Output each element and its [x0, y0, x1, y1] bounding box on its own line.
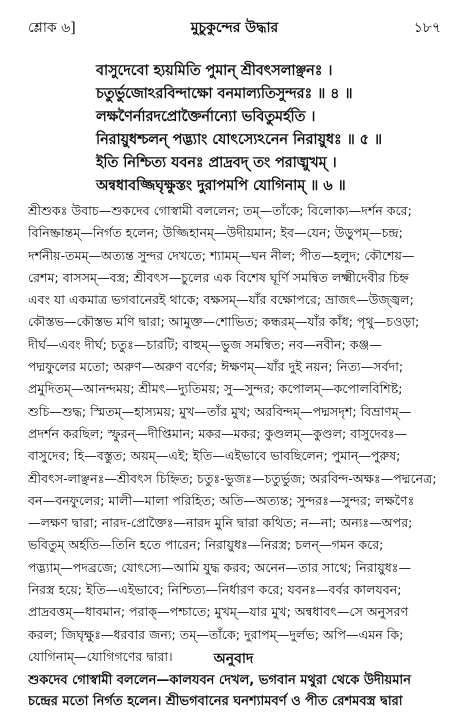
- synonyms-line: যোগিনাম্—যোগিগণের দ্বারা।: [28, 648, 173, 664]
- synonyms-paragraph: [28, 200, 443, 668]
- synonyms-line: বিনিষ্ক্রান্তম্—নির্গত হলেন; উজ্জিহানম্—উদীয়মান; ইব—যেন; উড়ুপম্—চন্দ্র;: [28, 225, 403, 241]
- translation-paragraph: [28, 670, 445, 712]
- synonyms-line: পদ্ভ্যাম্—পদব্রজে; যোৎস্যে—আমি যুদ্ধ করব; অনেন—তার সাথে; নিরায়ুধঃ—: [28, 559, 412, 575]
- page-header: [28, 16, 441, 38]
- synonyms-line: ভবিতুম্ অর্হতি—তিনি হতে পারেন; নিরায়ুধঃ—নিরস্ত্র; চলন্—গমন করে;: [28, 537, 384, 553]
- verse-line: নিরায়ুধশ্চলন্ পদ্ভ্যাং যোৎস্যেঽনেন নিরায়ুধঃ ॥ ৫ ॥: [96, 132, 383, 148]
- verse-line: বাসুদেবো হ্যয়মিতি পুমান্ শ্রীবৎসলাঞ্ছনঃ ।: [96, 63, 333, 79]
- translation-line: চন্দ্রের মতো নির্গত হলেন। শ্রীভগবানের ঘনশ্যামবর্ণ ও পীত রেশমবস্ত্র দ্বারা: [28, 694, 403, 709]
- verse-range-label: শ্লোক ৬]: [28, 20, 76, 36]
- synonyms-line: —লক্ষণ দ্বারা; নারদ-প্রোক্তৈঃ—নারদ মুনি দ্বারা কথিত; ন—না; অন্যঃ—অপর;: [28, 515, 413, 531]
- synonyms-line: দর্শনীয়-তমম্—অত্যন্ত সুন্দর দেখতে; শ্যামম্—ঘন নীল; পীত—হলুদ; কৌশেয়—: [28, 247, 415, 263]
- synonyms-line: বন—বনফুলের; মালী—মালা পরিহিত; অতি—অত্যন্ত; সুন্দরঃ—সুন্দর; লক্ষণৈঃ: [28, 492, 415, 508]
- synonyms-line: প্রমুদিতম্—আনন্দময়; শ্রীমৎ—দ্যুতিময়; সু—সুন্দর; কপোলম্—কপোলবিশিষ্ট;: [28, 381, 403, 397]
- synonyms-line: প্রাদ্রবত্তম্—ধাবমান; পরাক্—পশ্চাতে; মুখম্—যার মুখ; অন্বধাবৎ—সে অনুসরণ: [28, 604, 409, 620]
- synonyms-line: প্রদর্শন করছিল; স্ফুরন্—দীপ্তিমান; মকর—মকর; কুণ্ডলম্—কুণ্ডল; বাসুদেবঃ—: [28, 425, 408, 441]
- verse-line: ইতি নিশ্চিত্য যবনঃ প্রাদ্রবদ্ তং পরাঙ্মুখম্ ।: [96, 155, 337, 171]
- synonyms-line: বাসুদেব; হি—বস্তুত; অয়ম্—এই; ইতি—এইভাবে ভাবছিলেন; পুমান্—পুরুষ;: [28, 448, 401, 464]
- page-number: ১৮৭: [413, 20, 441, 36]
- verse-line: চতুর্ভুজোঽরবিন্দাক্ষো বনমাল্যতিসুন্দরঃ ॥ ৪ ॥: [96, 86, 353, 102]
- synonyms-line: শ্রীবৎস-লাঞ্ছনঃ—শ্রীবৎস চিহ্নিত; চতুঃ-ভুজঃ—চতুর্ভুজ; অরবিন্দ-অক্ষঃ—পদ্মনেত্র;: [28, 470, 437, 486]
- verse-line: লক্ষণৈর্নারদপ্রোক্তৈর্নান্যো ভবিতুমর্হতি ।: [96, 109, 316, 125]
- synonyms-line: এবং যা একমাত্র ভগবানেরই থাকে; বক্ষসম্—যাঁর বক্ষোপরে; ভ্রাজৎ—উজ্জ্বল;: [28, 292, 414, 308]
- synonyms-line: করল; জিঘৃক্ষুঃ—ধরবার জন্য; তম্—তাঁকে; দুরাপম্—দুর্লভ; অপি—এমন কি;: [28, 626, 404, 642]
- synonyms-line: পদ্মফুলের মতো; অরুণ—অরুণ বর্ণের; ঈক্ষণম্—যাঁর দুই নয়ন; নিত্য—সর্বদা;: [28, 359, 404, 375]
- translation-heading: অনুবাদ: [213, 651, 254, 667]
- synonyms-line: শুচি—শুদ্ধ; স্মিতম্—হাস্যময়; মুখ—তাঁর মুখ; অরবিন্দম্—পদ্মসদৃশ; বিভ্রাণম্—: [28, 403, 412, 419]
- synonyms-line: কৌস্তভ—কৌস্তভ মণি দ্বারা; আমুক্ত—শোভিত; কন্ধরম্—যাঁর কাঁধ; পৃথু—চওড়া;: [28, 314, 420, 330]
- chapter-title: মুচুকুন্দের উদ্ধার: [190, 20, 279, 36]
- synonyms-line: দীর্ঘ—এবং দীর্ঘ; চতুঃ—চারটি; বাহুম্—ভুজ সমন্বিত; নব—নবীন; কঞ্জ—: [28, 336, 382, 352]
- synonyms-line: রেশম; বাসসম্—বস্ত্র; শ্রীবৎস—চুলের এক বিশেষ ঘূর্ণি সমন্বিত লক্ষ্মীদেবীর চিহ্ন: [28, 269, 409, 285]
- synonyms-line: শ্রীশুকঃ উবাচ—শুকদেব গোস্বামী বললেন; তম্—তাঁকে; বিলোক্য—দর্শন করে;: [28, 203, 412, 218]
- sanskrit-verses: [96, 60, 457, 198]
- synonyms-line: নিরস্ত্র হয়ে; ইতি—এইভাবে; নিশ্চিত্য—নির্ধারণ করে; যবনঃ—বর্বর কালযবন;: [28, 582, 402, 598]
- verse-line: অন্বধাবজ্জিঘৃক্ষুস্তং দুরাপমপি যোগিনাম্ ॥ ৬ ॥: [96, 178, 346, 194]
- translation-line: শুকদেব গোস্বামী বললেন—কালযবন দেখল, ভগবান মথুরা থেকে উদীয়মান: [28, 673, 411, 688]
